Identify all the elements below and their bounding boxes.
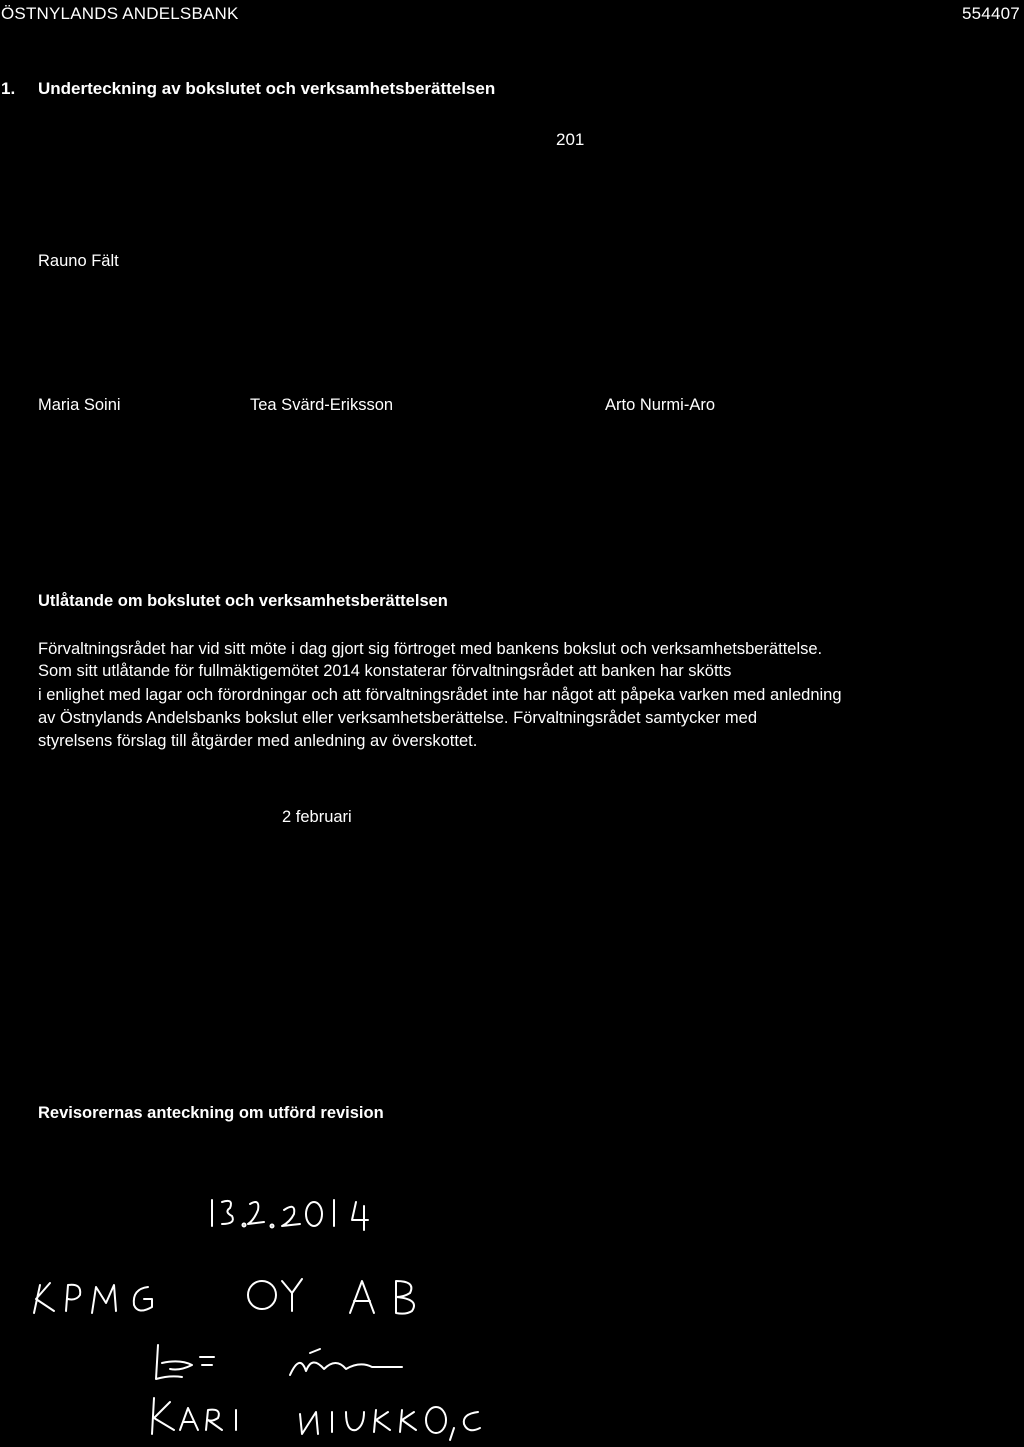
- signatory-tea-svard-eriksson: Tea Svärd-Eriksson: [250, 396, 394, 414]
- handwritten-signature: [140, 1335, 460, 1390]
- section-title: Underteckning av bokslutet och verksamhetsberättelsen: [38, 79, 496, 98]
- statement-date: 2 februari: [282, 808, 352, 826]
- statement-title: Utlåtande om bokslutet och verksamhetsberättelsen: [38, 592, 448, 610]
- year-fragment: 201: [556, 130, 585, 149]
- statement-line-4: av Östnylands Andelsbanks bokslut eller verksamhetsberättelse. Förvaltningsrådet samtycker med: [38, 709, 757, 727]
- statement-line-1: Förvaltningsrådet har vid sitt möte i dag gjort sig förtroget med bankens bokslut och verksamhetsberättelse.: [38, 640, 823, 658]
- handwritten-date: [200, 1190, 420, 1240]
- statement-line-5: styrelsens förslag till åtgärder med anledning av överskottet.: [38, 732, 478, 750]
- signatory-arto-nurmi-aro: Arto Nurmi-Aro: [605, 396, 716, 414]
- bank-name: ÖSTNYLANDS ANDELSBANK: [1, 4, 239, 23]
- handwritten-auditor-name: [140, 1390, 500, 1447]
- audit-title: Revisorernas anteckning om utförd revision: [38, 1104, 384, 1122]
- statement-line-2: Som sitt utlåtande för fullmäktigemötet 2014 konstaterar förvaltningsrådet att banken har skötts: [38, 662, 732, 680]
- signatory-rauno-falt: Rauno Fält: [38, 252, 119, 270]
- statement-line-3: i enlighet med lagar och förordningar och att förvaltningsrådet inte har något att påpeka varken med anledning: [38, 686, 842, 704]
- section-number: 1.: [1, 79, 16, 98]
- signatory-maria-soini: Maria Soini: [38, 396, 121, 414]
- handwritten-firm: [20, 1265, 440, 1335]
- document-number: 554407: [962, 4, 1020, 23]
